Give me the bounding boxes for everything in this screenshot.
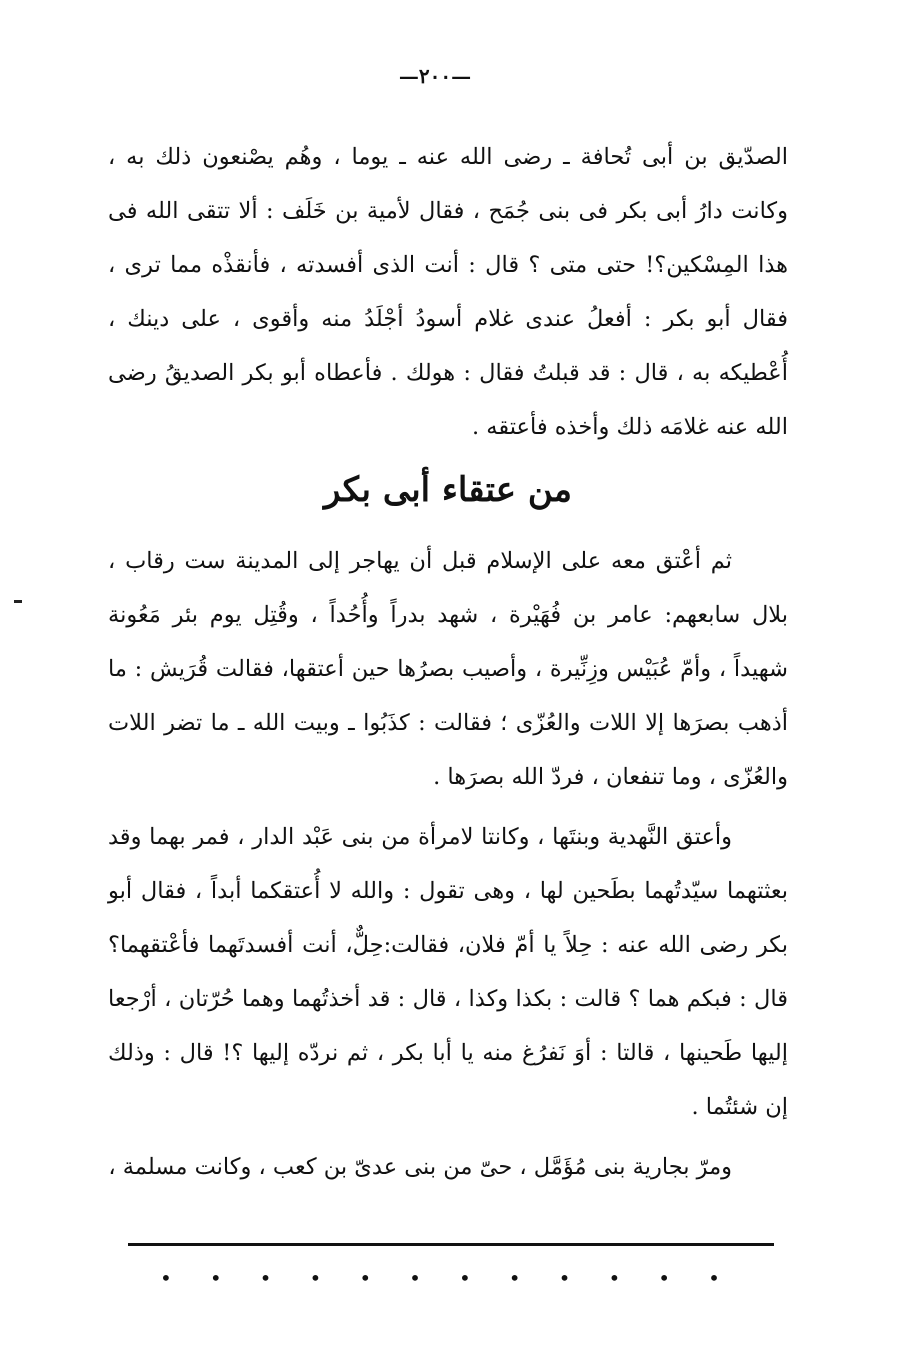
paragraph-4: ومرّ بجارية بنى مُؤَمَّل ، حىّ من بنى عدىّ بن كعب ، وكانت مسلمة ، [108,1154,732,1180]
footer-dot: • [359,1266,372,1290]
footer-dot: • [658,1266,671,1290]
footer-dot: • [708,1266,720,1290]
footer-dots [160,1268,720,1288]
paragraph-3: وأعتق النَّهدية وبنتَها ، وكانتا لامرأة من بنى عَبْد الدار ، فمر بهما وقد بعثتهما سيّدتُهما بطَحين لها ، وهى تقول : والله لا أُعتقكما أبداً ، فقال أبو بكر رضى الله عنه : حِلاً يا أمّ فلان، فقالت:حِلٌّ، أنت أفسدتَهما فأعْتقهما؟ قال : فبكم هما ؟ قالت : بكذا وكذا ، قال : قد أخذتُهما وهما حُرّتان ، أرْجعا إليها طَحينها ، قالتا : أوَ نَفرُغ منه يا أبا بكر ، ثم نردّه إليها ؟! قال : وذلك إن شئتُما . [108,824,788,1120]
footer-dot: • [259,1266,272,1290]
footer-dot: • [209,1266,222,1290]
footer-dot: • [458,1266,471,1290]
footer-dot: • [558,1266,571,1290]
paragraph-2: ثم أعْتق معه على الإسلام قبل أن يهاجر إلى المدينة ست رقاب ، بلال سابعهم: عامر بن فُهَيْرة ، شهد بدراً وأُحُداً ، وقُتِل يوم بئر مَعُونة شهيداً ، وأمّ عُبَيْس وزِنِّيرة ، وأصيب بصرُها حين أعتقها، فقالت قُرَيش : ما أذهب بصرَها إلا اللات والعُزّى ؛ فقالت : كذَبُوا ـ وبيت الله ـ ما تضر اللات والعُزّى ، وما تنفعان ، فردّ الله بصرَها . [108,548,788,790]
footer-dot: • [409,1266,421,1290]
footer-dot: • [608,1266,621,1290]
margin-mark [14,600,22,603]
paragraph-1: الصدّيق بن أبى تُحافة ـ رضى الله عنه ـ يوما ، وهُم يصْنعون ذلك به ، وكانت دارُ أبى بكر فى بنى جُمَح ، فقال لأمية بن خَلَف : ألا تتقى الله فى هذا المِسْكين؟! حتى متى ؟ قال : أنت الذى أفسدته ، فأنقذْه مما ترى ، فقال أبو بكر : أفعلُ عندى غلام أسودُ أجْلَدُ منه وأقوى ، على دينك ، أُعْطيكه به ، قال : قد قبلتُ فقال : هولك . فأعطاه أبو بكر الصديقُ رضى الله عنه غلامَه ذلك وأخذه فأعتقه . [108,144,788,440]
page-number: —٢٠٠— [398,64,472,88]
footer-rule [128,1243,774,1246]
footer-dot: • [160,1266,172,1290]
section-heading: من عتقاء أبى بكر [324,470,572,510]
footer-dot: • [508,1266,521,1290]
footer-dot: • [309,1266,322,1290]
page-content [108,130,788,1194]
